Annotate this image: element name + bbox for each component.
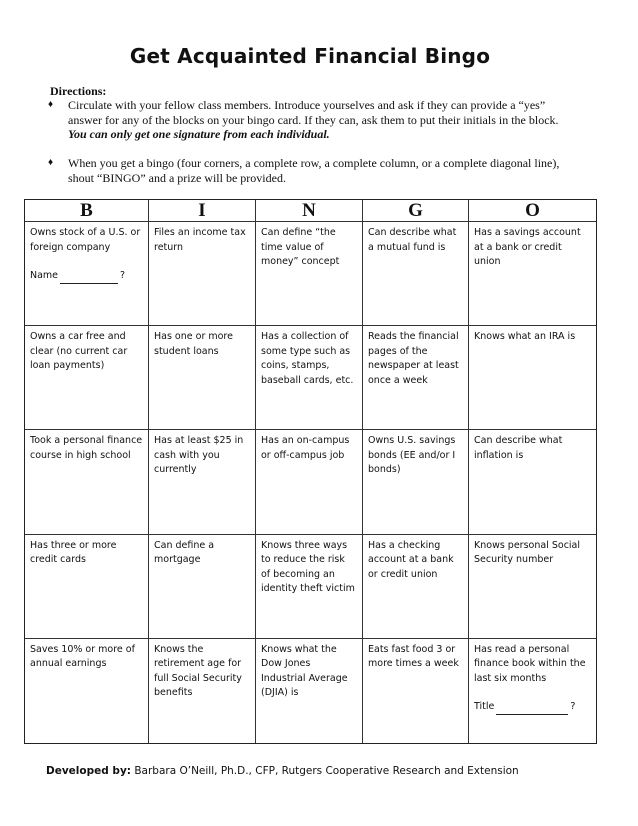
footer-credit	[46, 765, 519, 777]
cell-text: Knows what the Dow Jones Industrial Average (DJIA) is	[261, 643, 348, 699]
cell-text: Has a savings account at a bank or credit union	[474, 227, 581, 267]
cell-text: Knows three ways to reduce the risk of becoming an identity theft victim	[261, 539, 355, 595]
bingo-card	[24, 199, 597, 744]
cell-text: Can describe what a mutual fund is	[368, 227, 457, 253]
bingo-cell[interactable]	[149, 430, 256, 534]
name-suffix: ?	[120, 270, 126, 281]
directions-heading: Directions:	[50, 84, 107, 98]
title-label: Title	[474, 701, 495, 713]
cell-text: Can describe what inflation is	[474, 435, 563, 461]
title-suffix: ?	[570, 701, 576, 713]
cell-text: Saves 10% or more of annual earnings	[30, 643, 135, 670]
bingo-cell[interactable]	[363, 535, 469, 639]
cell-text: Knows what an IRA is	[474, 331, 576, 343]
cell-text: Owns U.S. savings bonds (EE and/or I bonds)	[368, 435, 456, 476]
bingo-cell[interactable]	[149, 222, 256, 326]
bingo-cell[interactable]	[469, 222, 596, 326]
column-header-b: B	[25, 200, 149, 222]
cell-text: Knows personal Social Security number	[474, 539, 581, 566]
column-header-i: I	[149, 200, 256, 222]
bingo-cell[interactable]	[256, 639, 363, 743]
direction-text-1: Circulate with your fellow class members. Introduce yourselves and ask if they can provide a “yes” answer for any of the blocks on your bingo card. If they can, ask them to put their initials in the block.	[68, 98, 559, 127]
bingo-cell[interactable]	[469, 430, 596, 534]
bingo-cell[interactable]	[149, 639, 256, 743]
cell-text: Files an income tax return	[154, 227, 246, 253]
diamond-bullet-icon: ♦	[48, 157, 54, 168]
cell-text: Owns stock of a U.S. or foreign company	[30, 227, 141, 253]
cell-text: Owns a car free and clear (no current car loan payments)	[30, 331, 128, 372]
bingo-cell[interactable]	[363, 639, 469, 743]
cell-text: Can define a mortgage	[154, 539, 215, 566]
title-blank	[474, 700, 591, 715]
bingo-cell[interactable]	[256, 222, 363, 326]
footer-text: Barbara O’Neill, Ph.D., CFP, Rutgers Cooperative Research and Extension	[134, 765, 519, 777]
diamond-bullet-icon: ♦	[48, 99, 54, 110]
name-label: Name	[30, 270, 59, 281]
bingo-cell[interactable]	[469, 326, 596, 430]
title-input-line[interactable]	[496, 704, 568, 715]
bingo-cell[interactable]	[363, 222, 469, 326]
bingo-cell[interactable]	[149, 326, 256, 430]
direction-bullet-1	[48, 98, 568, 142]
name-input-line[interactable]	[60, 273, 118, 284]
bingo-cell[interactable]	[25, 430, 149, 534]
cell-text: Can define “the time value of money” concept	[261, 227, 340, 267]
cell-text: Reads the financial pages of the newspaper at least once a week	[368, 331, 459, 386]
column-header-g: G	[363, 200, 469, 222]
column-header-n: N	[256, 200, 363, 222]
bingo-cell[interactable]	[149, 535, 256, 639]
cell-text: Has a checking account at a bank or credit union	[368, 539, 454, 580]
direction-bullet-2	[48, 156, 568, 185]
bingo-cell[interactable]	[25, 639, 149, 743]
footer-label: Developed by:	[46, 765, 131, 777]
cell-text: Eats fast food 3 or more times a week	[368, 643, 459, 670]
bingo-cell[interactable]	[469, 535, 596, 639]
direction-emphasis: You can only get one signature from each individual.	[68, 127, 330, 141]
bingo-cell[interactable]	[363, 430, 469, 534]
cell-text: Took a personal finance course in high school	[30, 435, 143, 461]
bingo-cell[interactable]	[469, 639, 596, 743]
cell-text: Has three or more credit cards	[30, 539, 117, 566]
name-blank	[30, 269, 143, 284]
cell-text: Has at least $25 in cash with you currently	[154, 435, 244, 476]
column-header-o: O	[469, 200, 596, 222]
direction-text-2: When you get a bingo (four corners, a complete row, a complete column, or a complete diagonal line), shout “BINGO” and a prize will be provided.	[68, 156, 560, 185]
bingo-cell[interactable]	[256, 326, 363, 430]
bingo-cell[interactable]	[256, 430, 363, 534]
cell-text: Has an on-campus or off-campus job	[261, 435, 350, 461]
page-title: Get Acquainted Financial Bingo	[129, 44, 491, 68]
bingo-cell[interactable]	[25, 222, 149, 326]
cell-text: Has one or more student loans	[154, 331, 233, 357]
cell-text: Has read a personal finance book within the last six months	[474, 643, 586, 684]
bingo-cell[interactable]	[25, 535, 149, 639]
cell-text: Has a collection of some type such as coins, stamps, baseball cards, etc.	[261, 331, 354, 386]
bingo-cell[interactable]	[25, 326, 149, 430]
cell-text: Knows the retirement age for full Social Security benefits	[154, 643, 242, 699]
bingo-cell[interactable]	[363, 326, 469, 430]
bingo-cell[interactable]	[256, 535, 363, 639]
